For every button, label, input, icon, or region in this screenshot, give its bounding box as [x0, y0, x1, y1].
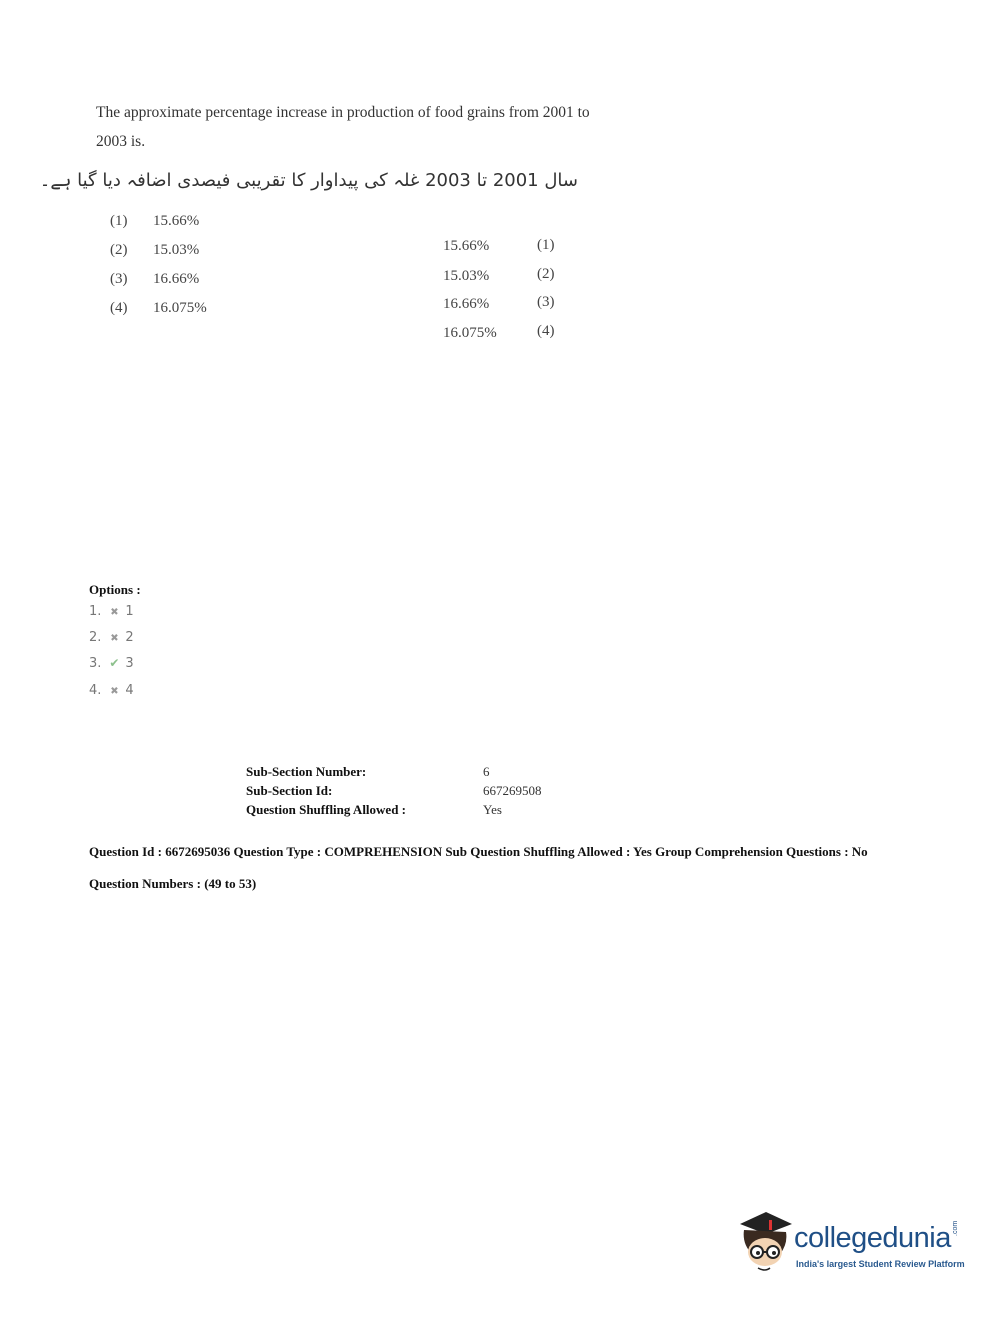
subsection-id-label: Sub-Section Id:	[246, 783, 333, 798]
answer-option-value: 1	[125, 604, 134, 619]
answer-option-index: 4.	[89, 683, 102, 698]
logo-wordmark: collegedunia	[794, 1222, 951, 1254]
urdu-option-number: (4)	[537, 323, 555, 339]
question-text: The approximate percentage increase in production of food grains from 2001 to 2003 is.	[96, 104, 590, 150]
urdu-option-value: 15.66%	[443, 238, 490, 254]
urdu-option-number: (2)	[537, 266, 555, 282]
urdu-option-value: 16.075%	[443, 325, 497, 341]
check-icon: ✔	[109, 656, 120, 670]
answer-option-value: 3	[125, 656, 134, 671]
answer-option-value: 4	[125, 683, 134, 698]
subsection-number-value: 6	[483, 764, 490, 779]
subsection-id-value: 667269508	[483, 783, 542, 798]
option-value: 15.66%	[153, 213, 200, 229]
option-number: (2)	[110, 242, 128, 258]
urdu-option-number: (3)	[537, 294, 555, 310]
question-text-urdu: سال 2001 تا 2003 غلہ کی پیداوار کا تقریبی فیصدی اضافہ دیا گیا ہے۔	[39, 170, 578, 191]
question-numbers: Question Numbers : (49 to 53)	[89, 876, 257, 891]
answer-option	[89, 630, 134, 645]
subsection-number-label: Sub-Section Number:	[246, 764, 367, 779]
urdu-option-value: 16.66%	[443, 296, 490, 312]
shuffling-allowed-label: Question Shuffling Allowed :	[246, 802, 407, 817]
option-value: 15.03%	[153, 242, 200, 258]
logo-suffix: .com	[952, 1220, 959, 1236]
urdu-option-value: 15.03%	[443, 268, 490, 284]
urdu-option-number: (1)	[537, 237, 555, 253]
mascot-icon	[736, 1210, 796, 1280]
option-number: (3)	[110, 271, 128, 287]
answer-option	[89, 683, 134, 698]
logo-tagline: India's largest Student Review Platform	[796, 1259, 965, 1269]
question-info: Question Id : 6672695036 Question Type : COMPREHENSION Sub Question Shuffling Allowed : Yes Group Comprehension Questions : No	[89, 844, 868, 859]
answer-option	[89, 604, 134, 619]
option-value: 16.66%	[153, 271, 200, 287]
options-heading: Options :	[89, 582, 141, 597]
option-number: (1)	[110, 213, 128, 229]
answer-option-value: 2	[125, 630, 134, 645]
answer-option-index: 2.	[89, 630, 102, 645]
answer-option-correct	[89, 656, 134, 671]
answer-option-index: 1.	[89, 604, 102, 619]
answer-option-index: 3.	[89, 656, 102, 671]
option-number: (4)	[110, 300, 128, 316]
cross-icon: ✖	[110, 633, 119, 644]
option-value: 16.075%	[153, 300, 207, 316]
cross-icon: ✖	[110, 686, 119, 697]
cross-icon: ✖	[110, 607, 119, 618]
shuffling-allowed-value: Yes	[483, 802, 502, 817]
